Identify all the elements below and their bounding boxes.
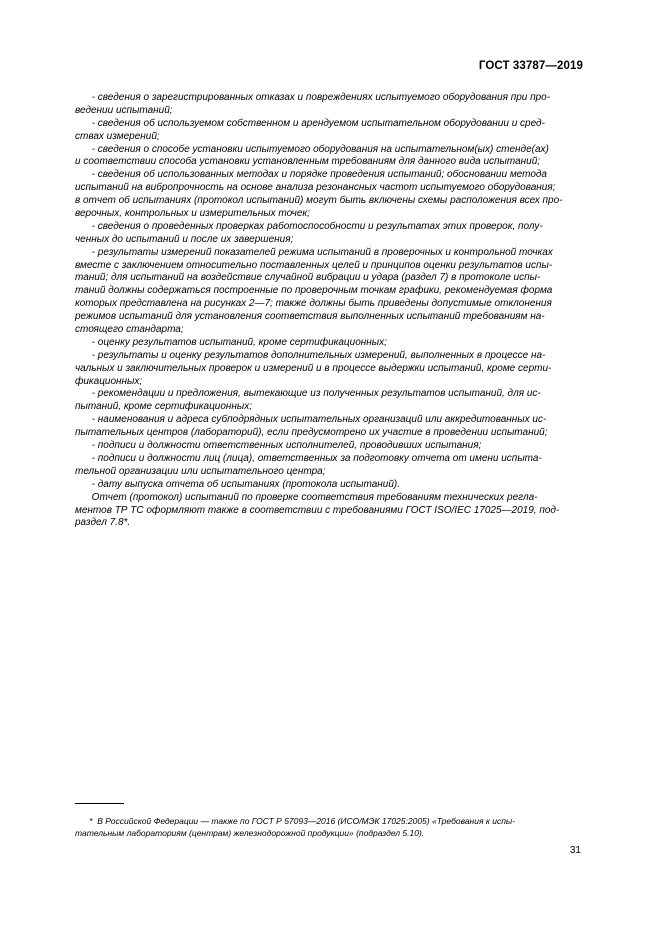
text-line: - сведения о проведенных проверках работоспособности и результатах этих проверок, полу-	[75, 220, 543, 232]
document-code-header: ГОСТ 33787—2019	[478, 60, 583, 72]
text-line: пытательных центров (лабораторий), если предусмотрено их участие в проведении испытаний;	[75, 427, 548, 439]
text-line: - сведения об используемом собственном и арендуемом испытательном оборудовании и сред-	[75, 117, 545, 129]
text-line: - сведения об использованных методах и порядке проведения испытаний; обосновании метода	[75, 169, 547, 181]
text-line: - наименования и адреса субподрядных испытательных организаций или аккредитованных ис-	[75, 414, 547, 426]
text-line: - подписи и должности лиц (лица), ответственных за подготовку отчета от имени испыта-	[75, 452, 542, 464]
text-line: - подписи и должности ответственных исполнителей, проводивших испытания;	[75, 440, 482, 452]
text-line: раздел 7.8*.	[75, 517, 131, 529]
text-line: - рекомендации и предложения, вытекающие из полученных результатов испытаний, для ис-	[75, 388, 541, 400]
text-line: ментов ТР ТС оформляют также в соответствии с требованиями ГОСТ ISO/IEC 17025—2019, под-	[75, 504, 560, 516]
text-line: ствах измерений;	[75, 130, 160, 142]
text-line: - результаты и оценку результатов дополнительных измерений, выполненных в процессе на-	[75, 349, 546, 361]
text-line: таний должны содержаться построенные по проверочным точкам графики, рекомендуемая форма	[75, 285, 553, 297]
text-line: фикационных;	[75, 375, 143, 387]
main-text-body	[75, 92, 581, 530]
text-line: чальных и заключительных проверок и измерений и в процессе выдержки испытаний, кроме серти-	[75, 362, 552, 374]
text-line: испытаний на вибропрочность на основе анализа резонансных частот испытуемого оборудования;	[75, 182, 556, 194]
text-line: и соответствии способа установки установленным требованиям для данного вида испытаний;	[75, 156, 541, 168]
text-line: верочных, контрольных и измерительных точек;	[75, 208, 310, 220]
text-line: - результаты измерений показателей режима испытаний в проверочных и контрольной точках	[75, 246, 553, 258]
text-line: - оценку результатов испытаний, кроме сертификационных;	[75, 336, 387, 348]
text-line: режимов испытаний для установления соответствия выполненных испытаний требованиям на-	[75, 311, 545, 323]
text-line: пытаний, кроме сертификационных;	[75, 401, 253, 413]
text-line: тельной организации или испытательного центра;	[75, 465, 326, 477]
text-line: вместе с заключением относительно поставленных целей и принципов оценки результатов испы-	[75, 259, 553, 271]
text-line: таний; для испытаний на воздействие случайной вибрации и удара (раздел 7) в протоколе испы-	[75, 272, 541, 284]
text-line: в отчет об испытаниях (протокол испытаний) могут быть включены схемы расположения всех про-	[75, 195, 563, 207]
text-line: Отчет (протокол) испытаний по проверке соответствия требованиям технических регла-	[75, 491, 538, 503]
text-line: - сведения о способе установки испытуемого оборудования на испытательном(ых) стенде(ах)	[75, 143, 549, 155]
footnote-line: тательным лабораториям (центрам) железнодорожной продукции» (подраздел 5.10).	[75, 827, 425, 838]
text-line: стоящего стандарта;	[75, 324, 184, 336]
footnote-line: * В Российской Федерации — также по ГОСТ Р 57093—2016 (ИСО/МЭК 17025:2005) «Требования к испы-	[75, 816, 515, 826]
text-line: ведении испытаний;	[75, 104, 173, 116]
text-line: ченных до испытаний и после их завершения;	[75, 233, 294, 245]
text-line: - сведения о зарегистрированных отказах и повреждениях испытуемого оборудования при про-	[75, 92, 551, 103]
text-line: которых представлена на рисунках 2—7; также должны быть приведены допустимые отклонения	[75, 298, 552, 310]
footnote-separator	[75, 803, 124, 804]
text-line: - дату выпуска отчета об испытаниях (протокола испытаний).	[75, 478, 401, 490]
footnote	[75, 816, 581, 839]
page-number: 31	[569, 845, 581, 856]
